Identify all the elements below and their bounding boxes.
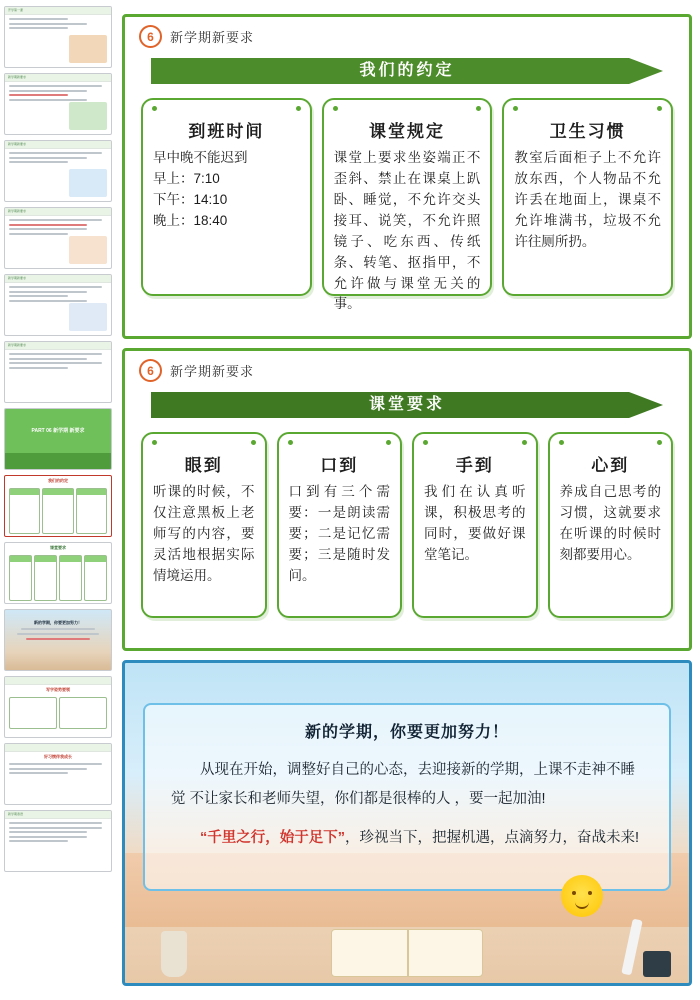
thumb-line [9,219,102,221]
card-title: 到班时间 [188,122,265,141]
list-item[interactable] [4,743,112,805]
thumb-label: 新的学期，你要更加努力！ [34,620,82,625]
dot-icon [657,106,662,111]
thumb-image [69,236,107,264]
banner-title: 课堂要求 [368,396,445,413]
thumb-titlebar [5,141,111,149]
list-item[interactable] [4,609,112,671]
thumb-line [21,628,95,630]
section-number-badge: 6 [139,359,162,382]
thumb-card-head [60,556,81,562]
thumb-body [5,15,111,35]
list-item[interactable] [4,6,112,68]
thumb-label: 好习惯伴我成长 [44,754,72,759]
thumb-image [69,102,107,130]
thumb-ground [5,453,111,469]
closing-panel [143,703,671,891]
thumb-line [9,27,68,29]
banner-title: 我们的约定 [359,62,455,79]
thumb-line [9,99,87,101]
card-title: 口到 [320,456,359,475]
thumb-titlebar [5,208,111,216]
card-heart[interactable] [548,432,674,618]
thumb-line [9,157,87,159]
banner-requirements [151,388,663,422]
banner-agreement [151,54,663,88]
thumb-label: PART 06 新学期 新要求 [31,428,85,434]
dot-icon [152,106,157,111]
thumb-line [9,300,87,302]
thumb-card [9,697,57,729]
card-body: 课堂上要求坐姿端正不歪斜、禁止在课桌上趴卧、睡觉，不允许交头接耳、说笑，不允许照镜子、吃东西、传纸条、转笔、抠指甲，不允许做与课堂无关的事。 [333,150,481,312]
thumb-line [9,836,87,838]
slide-header [125,17,689,48]
thumb-line [9,286,102,288]
card-line: 晚上：18:40 [153,212,228,228]
list-item[interactable] [4,676,112,738]
card-line: 早上：7:10 [153,170,220,186]
slide-agreement[interactable] [122,14,692,339]
card-mouth[interactable] [277,432,403,618]
thumb-line [9,763,102,765]
thumb-label: 新学期新要求 [8,276,27,280]
thumb-line [9,152,102,154]
list-item[interactable] [4,408,112,470]
thumb-line [9,90,87,92]
thumb-card [76,488,107,534]
dot-icon [423,440,428,445]
closing-paragraph: 从现在开始，调整好自己的心态，去迎接新的学期，上课不走神不睡觉 不让家长和老师失望，你们都是很棒的人 ，要一起加油! [171,762,635,807]
thumb-label: 课堂要求 [50,545,66,550]
dot-icon [476,106,481,111]
slide-header [125,351,689,382]
thumb-label: 新学期新要求 [8,142,27,146]
closing-title: 新的学期，你要更加努力！ [304,724,509,741]
thumb-line [9,85,102,87]
dot-icon [296,106,301,111]
thumb-image [69,303,107,331]
slide-closing[interactable] [122,660,692,986]
card-dots [152,440,256,445]
thumb-line [9,233,68,235]
thumb-image [69,35,107,63]
slide-thumbnail-rail[interactable] [0,0,118,1000]
book-decoration [331,929,483,977]
thumb-body [5,350,111,374]
closing-quote-highlight: “千里之行，始于足下” [200,830,345,846]
thumb-line [9,23,87,25]
card-hands[interactable] [412,432,538,618]
thumb-card [59,555,82,601]
thumb-body [5,819,111,848]
thumb-line [9,827,102,829]
slide-canvas [122,0,700,1000]
quill-pen-icon [621,919,642,976]
thumb-card-grid [5,551,111,604]
page-title: 新学期新要求 [170,30,255,45]
card-title: 手到 [455,456,494,475]
card-line: 下午：14:10 [153,191,228,207]
list-item[interactable] [4,810,112,872]
thumb-label: 我们的约定 [48,478,68,483]
thumb-line [9,840,68,842]
list-item[interactable] [4,73,112,135]
card-body: 养成自己思考的习惯，这就要求在听课的时候时刻都要用心。 [559,484,661,562]
dot-icon [333,106,338,111]
card-hygiene-habits[interactable] [502,98,673,296]
card-dots [559,440,663,445]
ink-bottle-icon [643,951,671,977]
thumb-label: 开学第一课 [8,8,24,12]
thumb-label: 新学期新要求 [8,343,27,347]
card-title: 卫生习惯 [549,122,626,141]
dot-icon [152,440,157,445]
thumb-line [9,94,68,96]
thumb-line [9,295,68,297]
list-item[interactable] [4,341,112,403]
vase-decoration [161,931,187,977]
thumb-line [9,362,102,364]
card-classroom-rules[interactable] [322,98,493,312]
thumb-titlebar [5,7,111,15]
card-eyes[interactable] [141,432,267,618]
thumb-card-grid [5,693,111,733]
thumb-label: 新学期新要求 [8,209,27,213]
thumb-line [9,768,87,770]
dot-icon [657,440,662,445]
card-arrival-time[interactable] [141,98,312,296]
thumb-card-head [77,489,106,495]
thumb-card [34,555,57,601]
thumb-line [9,358,87,360]
sun-icon [561,875,603,917]
card-title: 课堂规定 [369,122,445,141]
thumb-line [9,228,87,230]
card-body: 我们在认真听课，积极思考的同时，要做好课堂笔记。 [424,484,526,562]
thumb-line [9,161,68,163]
card-group [125,88,689,310]
thumb-card [84,555,107,601]
thumb-titlebar [5,677,111,685]
thumb-line [9,291,87,293]
thumb-label: 写字姿势要领 [46,687,70,692]
dot-icon [513,106,518,111]
thumb-titlebar [5,275,111,283]
thumb-label: 新学期新要求 [8,75,27,79]
thumb-titlebar [5,342,111,350]
card-body: 听课的时候，不仅注意黑板上老师写的内容，要灵活地根据实际情境运用。 [153,484,255,583]
thumb-card-head [85,556,106,562]
section-number-badge: 6 [139,25,162,48]
thumb-card [9,555,32,601]
card-dots [152,106,301,111]
thumb-body [5,149,111,169]
thumb-card-head [10,556,31,562]
card-body: 教室后面柜子上不允许放东西，个人物品不允许丢在地面上，课桌不允许堆满书，垃圾不允许往厕所扔。 [514,150,662,249]
thumb-titlebar [5,744,111,752]
list-item[interactable] [4,140,112,202]
list-item[interactable] [4,274,112,336]
closing-quote [171,824,643,853]
dot-icon [559,440,564,445]
thumb-card-head [10,489,39,495]
thumb-line [9,224,87,226]
thumb-label: 新学期寄语 [8,812,24,816]
card-dots [288,440,392,445]
page-title: 新学期新要求 [170,364,255,379]
card-dots [333,106,482,111]
thumb-line [26,638,90,640]
thumb-card [9,488,40,534]
thumb-titlebar [5,74,111,82]
thumb-card-head [35,556,56,562]
thumb-line [9,822,102,824]
slide-classroom-requirements[interactable] [122,348,692,651]
thumb-line [9,353,102,355]
card-body: 口到有三个需要：一是朗读需要；二是记忆需要；三是随时发问。 [288,484,390,583]
thumb-card-head [43,489,72,495]
list-item[interactable] [4,207,112,269]
thumb-line [17,633,100,635]
dot-icon [522,440,527,445]
card-title: 眼到 [184,456,223,475]
dot-icon [386,440,391,445]
card-dots [513,106,662,111]
dot-icon [251,440,256,445]
card-group [125,422,689,632]
thumb-image [69,169,107,197]
dot-icon [288,440,293,445]
card-title: 心到 [591,456,630,475]
thumb-titlebar [5,811,111,819]
list-item[interactable] [4,542,112,604]
thumb-line [9,772,68,774]
thumb-card [42,488,73,534]
card-dots [423,440,527,445]
thumb-card-grid [5,484,111,537]
thumb-line [9,18,68,20]
thumb-card [59,697,107,729]
list-item[interactable] [4,475,112,537]
thumb-line [9,831,87,833]
closing-quote-rest: ，珍视当下，把握机遇，点滴努力，奋战未来! [345,830,640,846]
card-line: 早中晚不能迟到 [153,150,248,165]
thumb-body [5,760,111,780]
thumb-line [9,367,68,369]
card-body [153,148,300,232]
